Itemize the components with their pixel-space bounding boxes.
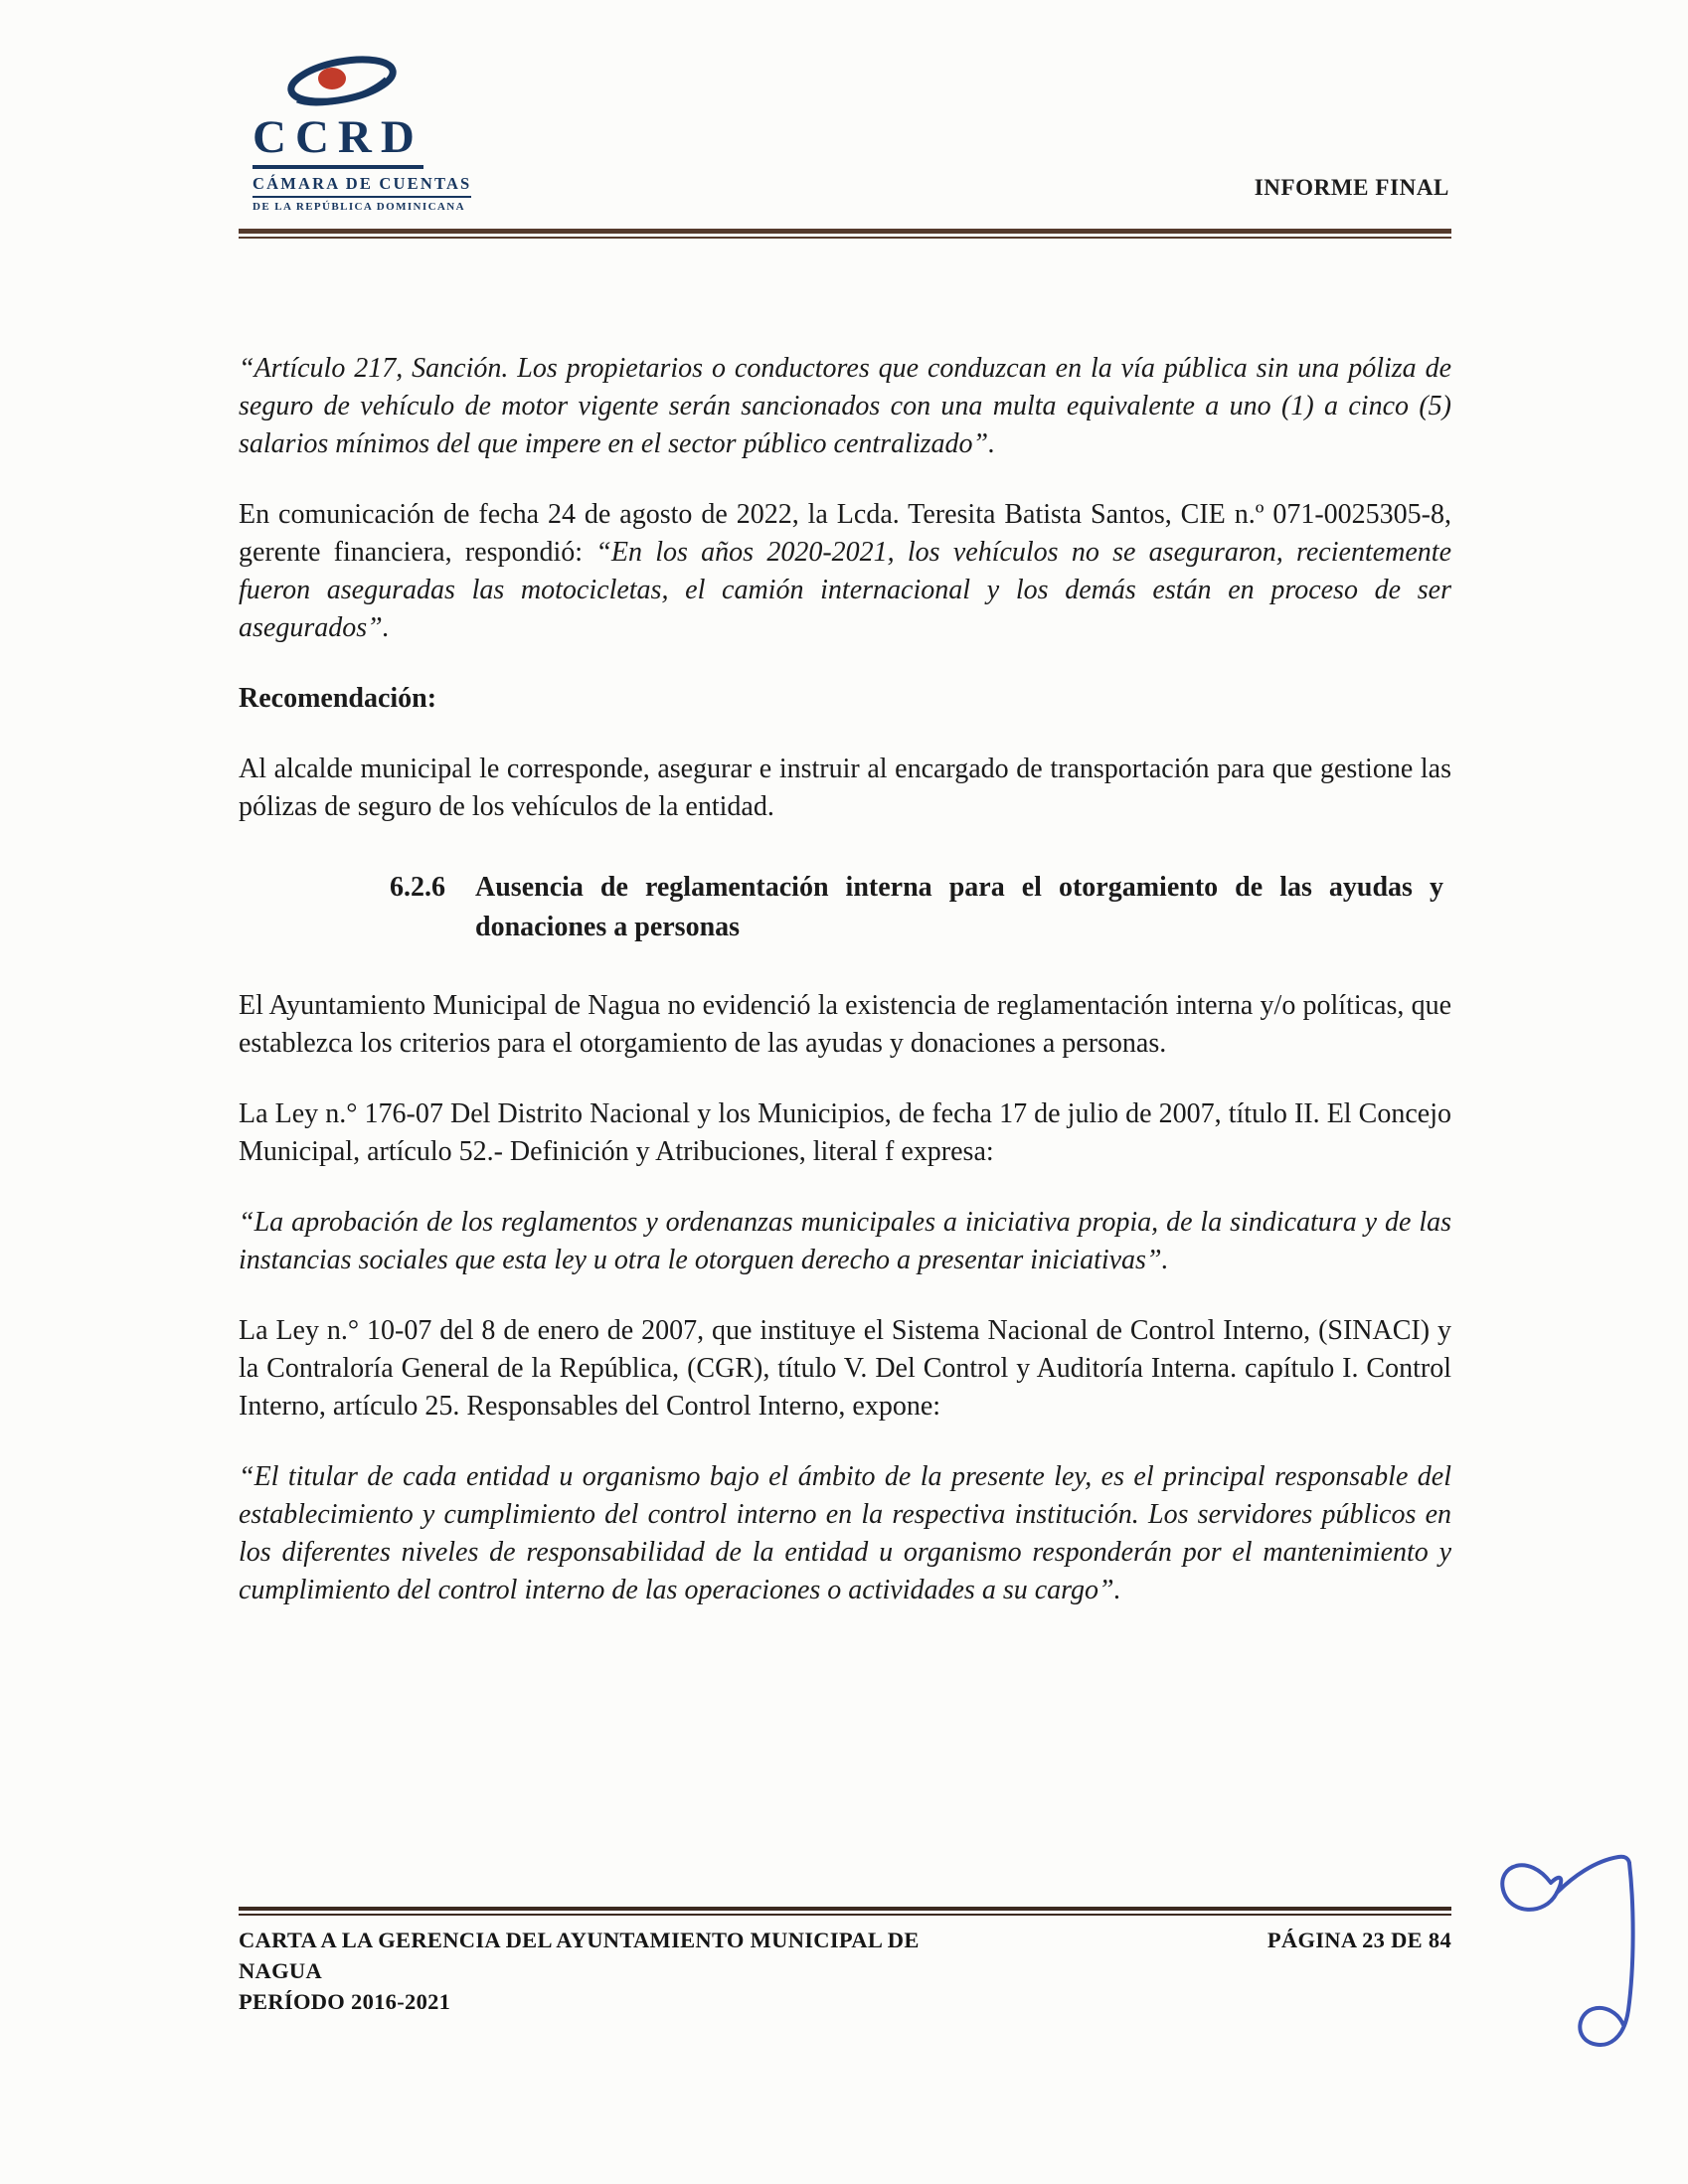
- page-header: [239, 0, 1451, 239]
- paragraph-comunicacion: [239, 496, 1451, 647]
- quote-aprobacion: “La aprobación de los reglamentos y ordenanzas municipales a iniciativa propia, de la sindicatura y de las instancias sociales que esta ley u otra le otorguen derecho a presentar iniciativas”.: [239, 1207, 1451, 1275]
- quote-titular-entidad: “El titular de cada entidad u organismo bajo el ámbito de la presente ley, es el principal responsable del establecimiento y cumplimiento del control interno en la respectiva institución. Los servidores públicos en los diferentes niveles de responsabilidad de la entidad u organismo responderán por el mantenimiento y cumplimiento del control interno de las operaciones o actividades a su cargo”.: [239, 1461, 1451, 1605]
- section-heading-626: [390, 868, 1443, 947]
- header-rule: [239, 229, 1451, 239]
- section-title: Ausencia de reglamentación interna para el otorgamiento de las ayudas y donaciones a personas: [475, 872, 1443, 942]
- page-footer: [239, 1907, 1451, 2017]
- paragraph-ley-10-07: La Ley n.° 10-07 del 8 de enero de 2007, que instituye el Sistema Nacional de Control Interno, (SINACI) y la Contraloría General de la República, (CGR), título V. Del Control y Auditoría Interna. capítulo I. Control Interno, artículo 25. Responsables del Control Interno, expone:: [239, 1315, 1451, 1422]
- header-rule-thin: [239, 237, 1451, 239]
- logo-org-name: CÁMARA DE CUENTAS: [253, 174, 471, 198]
- header-rule-thick: [239, 229, 1451, 234]
- logo-org-subname: DE LA REPÚBLICA DOMINICANA: [253, 201, 465, 214]
- footer-title-line1: CARTA A LA GERENCIA DEL AYUNTAMIENTO MUNICIPAL DE NAGUA: [239, 1927, 920, 1983]
- logo-acronym: CCRD: [253, 113, 423, 169]
- recomendacion-heading: Recomendación:: [239, 683, 437, 714]
- ccrd-logo: [253, 48, 501, 213]
- paragraph-recomendacion: Al alcalde municipal le corresponde, asegurar e instruir al encargado de transportación para que gestione las pólizas de seguro de los vehículos de la entidad.: [239, 754, 1451, 822]
- paragraph-ayuntamiento: El Ayuntamiento Municipal de Nagua no evidenció la existencia de reglamentación interna y/o políticas, que establezca los criterios para el otorgamiento de las ayudas y donaciones a personas.: [239, 990, 1451, 1059]
- logo-swirl-icon: [282, 48, 402, 113]
- footer-document-title: [239, 1925, 994, 2017]
- footer-row: [239, 1925, 1451, 2017]
- report-type-label: INFORME FINAL: [1254, 175, 1449, 200]
- page-content: [239, 0, 1451, 1642]
- quote-articulo-217: “Artículo 217, Sanción. Los propietarios o conductores que conduzcan en la vía pública sin una póliza de seguro de vehículo de motor vigente serán sancionados con una multa equivalente a uno (1) a cinco (5) salarios mínimos del que impere en el sector público centralizado”.: [239, 353, 1451, 459]
- section-number: 6.2.6: [390, 872, 445, 903]
- footer-rule-thin: [239, 1914, 1451, 1916]
- document-body: [239, 239, 1451, 1609]
- handwritten-signature-icon: [1493, 1845, 1662, 2079]
- paragraph-ley-176-07: La Ley n.° 176-07 Del Distrito Nacional y los Municipios, de fecha 17 de julio de 2007, título II. El Concejo Municipal, artículo 52.- Definición y Atribuciones, literal f expresa:: [239, 1098, 1451, 1167]
- paragraph-comunicacion-intro: En comunicación de fecha 24 de agosto de 2022, la Lcda. Teresita Batista Santos, CIE n.º 071-0025305-8, gerente financiera, respondió:: [239, 499, 1451, 568]
- page-number-label: PÁGINA 23 DE 84: [1266, 1927, 1451, 1952]
- footer-rule-thick: [239, 1907, 1451, 1911]
- footer-title-line2: PERÍODO 2016-2021: [239, 1988, 451, 2014]
- paragraph-comunicacion-quote: “En los años 2020-2021, los vehículos no se aseguraron, recientemente fueron aseguradas las motocicletas, el camión internacional y los demás están en proceso de ser asegurados”.: [239, 537, 1451, 643]
